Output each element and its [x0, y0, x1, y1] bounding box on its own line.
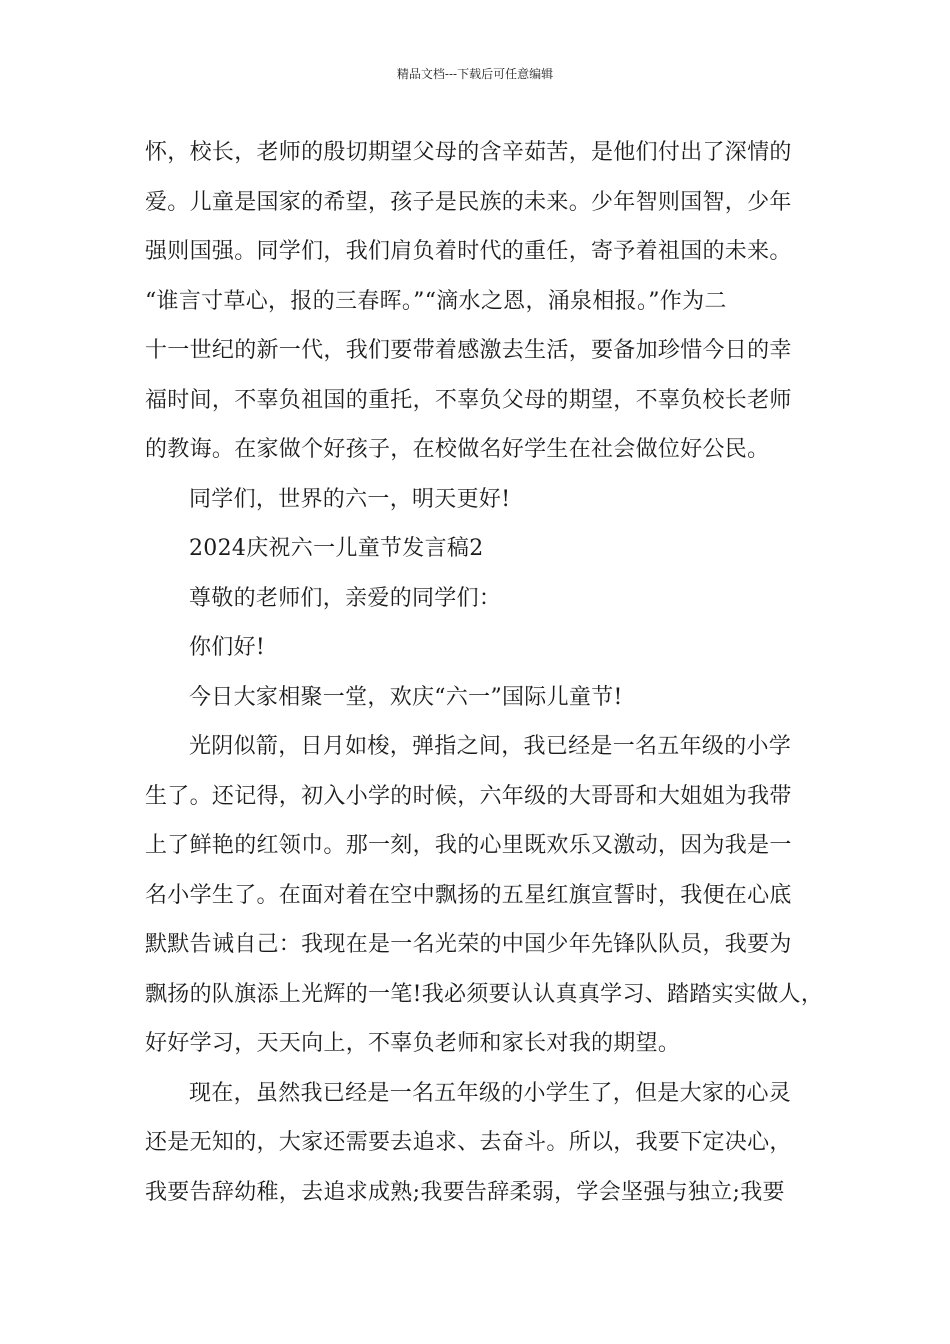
text-line: “谁言寸草心，报的三春晖。”“滴水之恩，涌泉相报。”作为二	[145, 288, 727, 314]
text-line: 光阴似箭，日月如梭，弹指之间，我已经是一名五年级的小学	[189, 734, 792, 759]
paragraph-intro: 今日大家相聚一堂，欢庆“六一”国际儿童节!	[189, 684, 623, 710]
text-line: 十一世纪的新一代，我们要带着感激去生活，要备加珍惜今日的幸	[145, 338, 792, 363]
text-line: 怀，校长，老师的殷切期望父母的含辛茹苦，是他们付出了深情的	[145, 140, 792, 165]
text-line: 默默告诫自己：我现在是一名光荣的中国少年先锋队队员，我要为	[145, 932, 792, 957]
paragraph-closing: 同学们，世界的六一，明天更好!	[189, 486, 511, 512]
text-line: 生了。还记得，初入小学的时候，六年级的大哥哥和大姐姐为我带	[145, 783, 792, 809]
text-line: 还是无知的，大家还需要去追求、去奋斗。所以，我要下定决心，	[145, 1130, 792, 1155]
greeting: 你们好!	[189, 635, 266, 660]
section-title: 2024庆祝六一儿童节发言稿2	[189, 536, 484, 561]
text-line: 我要告辞幼稚，去追求成熟;我要告辞柔弱，学会坚强与独立;我要	[145, 1179, 785, 1205]
salutation: 尊敬的老师们，亲爱的同学们：	[189, 585, 502, 611]
text-line: 名小学生了。在面对着在空中飘扬的五星红旗宣誓时，我便在心底	[145, 882, 792, 908]
text-line: 爱。儿童是国家的希望，孩子是民族的未来。少年智则国智，少年	[145, 189, 792, 215]
text-line: 飘扬的队旗添上光辉的一笔!我必须要认认真真学习、踏踏实实做人，	[145, 981, 824, 1007]
page-header: 精品文档---下载后可任意编辑	[396, 67, 554, 81]
text-line: 福时间，不辜负祖国的重托，不辜负父母的期望，不辜负校长老师	[145, 387, 792, 413]
text-line: 强则国强。同学们，我们肩负着时代的重任，寄予着祖国的未来。	[145, 239, 792, 264]
text-line: 的教诲。在家做个好孩子，在校做名好学生在社会做位好公民。	[145, 437, 770, 462]
text-line: 上了鲜艳的红领巾。那一刻，我的心里既欢乐又激动，因为我是一	[145, 833, 792, 858]
text-line: 好好学习，天天向上，不辜负老师和家长对我的期望。	[145, 1031, 681, 1056]
text-line: 现在，虽然我已经是一名五年级的小学生了，但是大家的心灵	[189, 1080, 792, 1106]
document-body	[145, 128, 825, 1217]
